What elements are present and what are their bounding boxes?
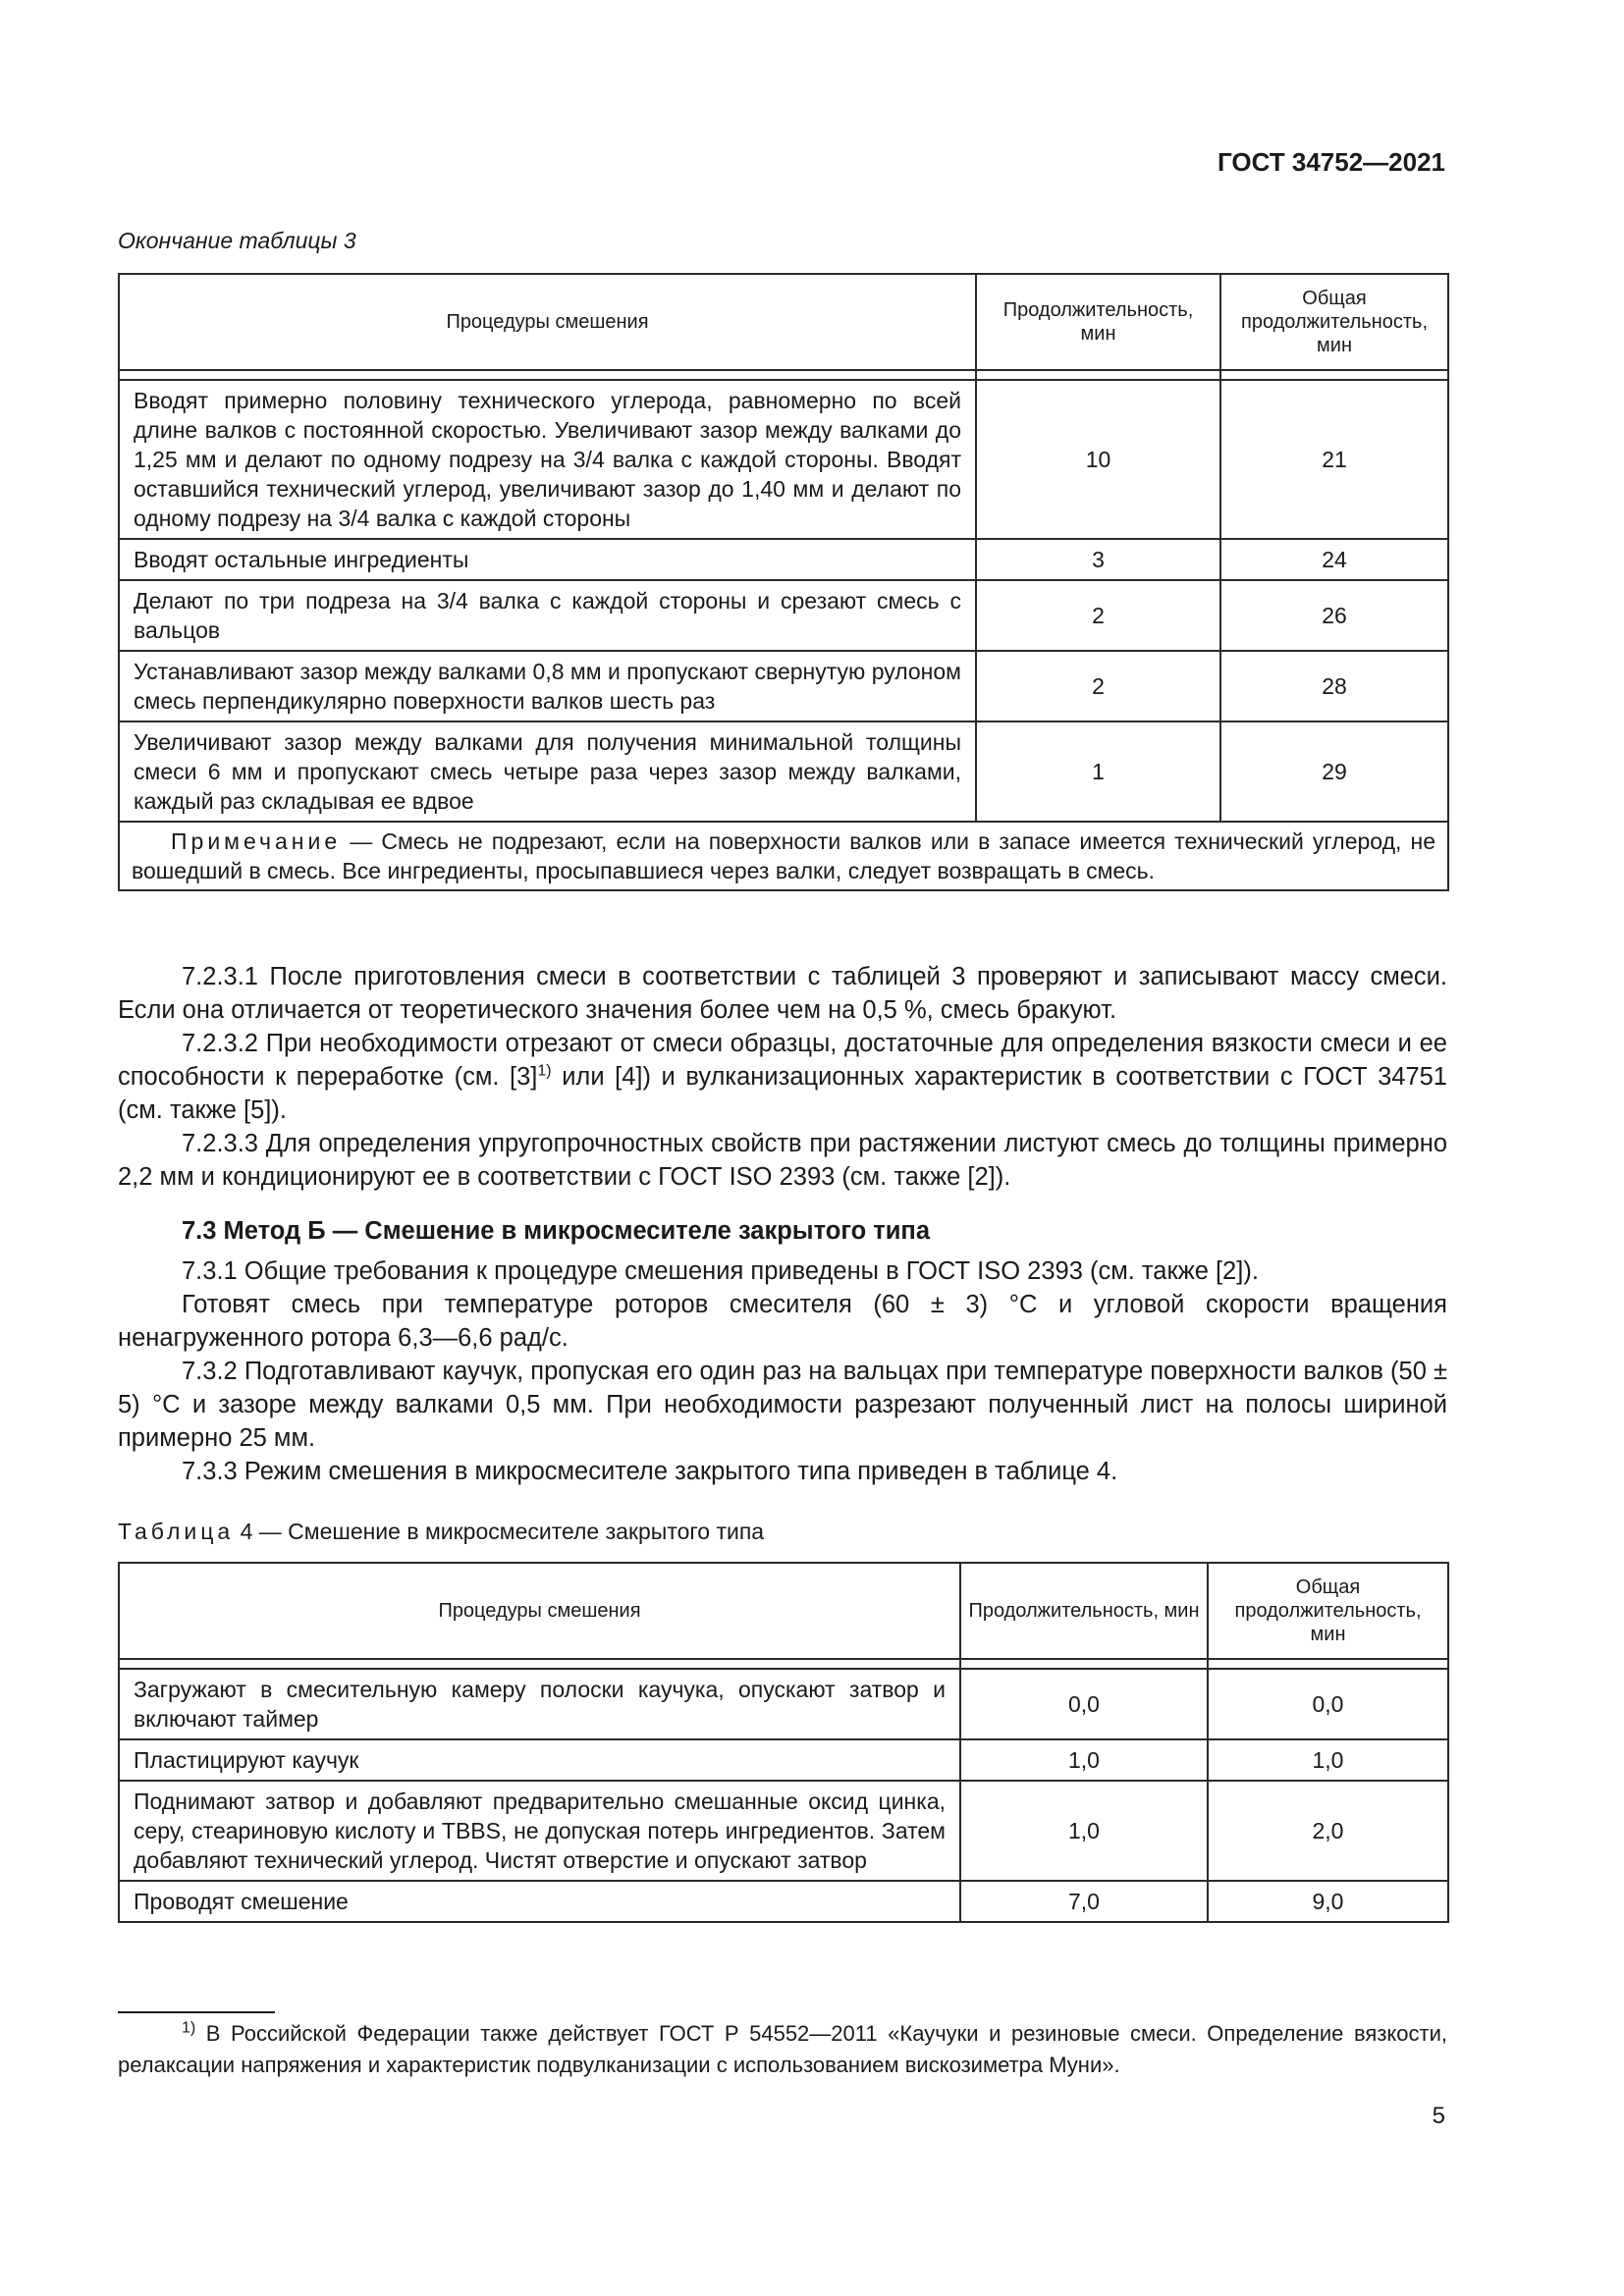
paragraph-7-2-3-2-a: 7.2.3.2 При необходимости отрезают от смеси образцы, достаточные для определения вязкости смеси и ее способности к переработке (см. [3] xyxy=(118,1030,1447,1091)
table3-caption: Окончание таблицы 3 xyxy=(118,228,356,253)
table-row xyxy=(119,580,1448,651)
table-row xyxy=(119,380,1448,539)
duration-cell: 7,0 xyxy=(960,1881,1208,1922)
total-cell: 28 xyxy=(1220,651,1448,721)
table3-header-row xyxy=(119,274,1448,370)
sections-7-2-3 xyxy=(118,960,1447,1194)
total-cell: 2,0 xyxy=(1208,1781,1448,1881)
procedure-cell: Делают по три подреза на 3/4 валка с каждой стороны и срезают смесь с вальцов xyxy=(119,580,976,651)
table-3 xyxy=(118,273,1449,891)
total-cell: 24 xyxy=(1220,539,1448,580)
procedure-cell: Поднимают затвор и добавляют предварительно смешанные оксид цинка, серу, стеариновую кислоту и TBBS, не допуская потерь ингредиентов. Затем добавляют технический углерод. Чистят отверстие и опускают затвор xyxy=(119,1781,960,1881)
duration-cell: 3 xyxy=(976,539,1220,580)
footnote xyxy=(118,2018,1447,2081)
procedure-cell: Вводят примерно половину технического углерода, равномерно по всей длине валков с постоянной скоростью. Увеличивают зазор между валками до 1,25 мм и делают по одному подрезу на 3/4 валка с каждой стороны. Вводят оставшийся технический углерод, увеличивают зазор до 1,40 мм и делают по одному подрезу на 3/4 валка с каждой стороны xyxy=(119,380,976,539)
paragraph-7-3-3: 7.3.3 Режим смешения в микросмесителе закрытого типа приведен в таблице 4. xyxy=(182,1458,1118,1485)
table-row xyxy=(119,1881,1448,1922)
footnote-divider xyxy=(118,2011,275,2013)
note-label: Примечание xyxy=(171,828,342,854)
page-number: 5 xyxy=(1432,2103,1445,2129)
procedure-cell: Увеличивают зазор между валками для получения минимальной толщины смеси 6 мм и пропускают смесь четыре раза через зазор между валками, каждый раз складывая ее вдвое xyxy=(119,721,976,822)
footnote-ref: 1) xyxy=(537,1062,552,1080)
duration-cell: 1,0 xyxy=(960,1739,1208,1781)
table4-header-duration: Продолжительность, мин xyxy=(960,1563,1208,1659)
table4-caption-title: 4 — Смешение в микросмесителе закрытого типа xyxy=(234,1519,765,1544)
paragraph-7-2-3-1: 7.2.3.1 После приготовления смеси в соответствии с таблицей 3 проверяют и записывают массу смеси. Если она отличается от теоретического значения более чем на 0,5 %, смесь бракуют. xyxy=(118,963,1447,1024)
table4-header-row xyxy=(119,1563,1448,1659)
procedure-cell: Устанавливают зазор между валками 0,8 мм и пропускают свернутую рулоном смесь перпендикулярно поверхности валков шесть раз xyxy=(119,651,976,721)
duration-cell: 1,0 xyxy=(960,1781,1208,1881)
duration-cell: 1 xyxy=(976,721,1220,822)
table3-note-row xyxy=(119,822,1448,890)
paragraph-7-2-3-2 xyxy=(118,1027,1447,1127)
table-row xyxy=(119,651,1448,721)
table3-header-procedure: Процедуры смешения xyxy=(119,274,976,370)
procedure-cell: Вводят остальные ингредиенты xyxy=(119,539,976,580)
duration-cell: 10 xyxy=(976,380,1220,539)
paragraph-7-2-3-2-b: или [4]) и вулканизационных характеристик в соответствии с ГОСТ 34751 (см. также [5]). xyxy=(118,1063,1447,1124)
total-cell: 21 xyxy=(1220,380,1448,539)
table3-header-duration: Продолжительность, мин xyxy=(976,274,1220,370)
paragraph-7-2-3-3: 7.2.3.3 Для определения упругопрочностных свойств при растяжении листуют смесь до толщины примерно 2,2 мм и кондиционируют ее в соответствии с ГОСТ ISO 2393 (см. также [2]). xyxy=(118,1130,1447,1191)
table-row xyxy=(119,721,1448,822)
table4-header-total: Общая продолжительность, мин xyxy=(1208,1563,1448,1659)
duration-cell: 2 xyxy=(976,651,1220,721)
note-text: — Смесь не подрезают, если на поверхности валков или в запасе имеется технический углерод, не вошедший в смесь. Все ингредиенты, просыпавшиеся через валки, следует возвращать в смесь. xyxy=(132,828,1435,883)
table3-header-gap xyxy=(119,370,1448,380)
table-4 xyxy=(118,1562,1449,1923)
total-cell: 29 xyxy=(1220,721,1448,822)
table-row xyxy=(119,539,1448,580)
procedure-cell: Загружают в смесительную камеру полоски каучука, опускают затвор и включают таймер xyxy=(119,1669,960,1739)
procedure-cell: Пластицируют каучук xyxy=(119,1739,960,1781)
table4-header-procedure: Процедуры смешения xyxy=(119,1563,960,1659)
procedure-cell: Проводят смешение xyxy=(119,1881,960,1922)
paragraph-7-3-2: 7.3.2 Подготавливают каучук, пропуская его один раз на вальцах при температуре поверхности валков (50 ± 5) °C и зазоре между валками 0,5 мм. При необходимости разрезают полученный лист на полосы шириной примерно 25 мм. xyxy=(118,1358,1447,1452)
paragraph-7-3-1-b: Готовят смесь при температуре роторов смесителя (60 ± 3) °C и угловой скорости вращения ненагруженного ротора 6,3—6,6 рад/с. xyxy=(118,1291,1447,1352)
table-row xyxy=(119,1739,1448,1781)
table-row xyxy=(119,1669,1448,1739)
total-cell: 26 xyxy=(1220,580,1448,651)
table3-note xyxy=(119,822,1448,890)
table3-header-total: Общая продолжительность, мин xyxy=(1220,274,1448,370)
table4-caption xyxy=(118,1519,764,1545)
table4-caption-label: Таблица xyxy=(118,1519,235,1544)
duration-cell: 0,0 xyxy=(960,1669,1208,1739)
footnote-text: В Российской Федерации также действует ГОСТ Р 54552—2011 «Каучуки и резиновые смеси. Определение вязкости, релаксации напряжения и характеристик подвулканизации с использованием вискозиметра Муни». xyxy=(118,2021,1447,2077)
sections-7-3 xyxy=(118,1255,1447,1488)
total-cell: 0,0 xyxy=(1208,1669,1448,1739)
table4-header-gap xyxy=(119,1659,1448,1669)
paragraph-7-3-1: 7.3.1 Общие требования к процедуре смешения приведены в ГОСТ ISO 2393 (см. также [2]). xyxy=(182,1257,1259,1285)
document-id: ГОСТ 34752—2021 xyxy=(1218,147,1445,177)
section-7-3-heading-wrap xyxy=(118,1214,1447,1248)
table-row xyxy=(119,1781,1448,1881)
total-cell: 9,0 xyxy=(1208,1881,1448,1922)
duration-cell: 2 xyxy=(976,580,1220,651)
footnote-marker: 1) xyxy=(182,2019,196,2037)
total-cell: 1,0 xyxy=(1208,1739,1448,1781)
section-7-3-heading: 7.3 Метод Б — Смешение в микросмесителе закрытого типа xyxy=(182,1217,931,1245)
